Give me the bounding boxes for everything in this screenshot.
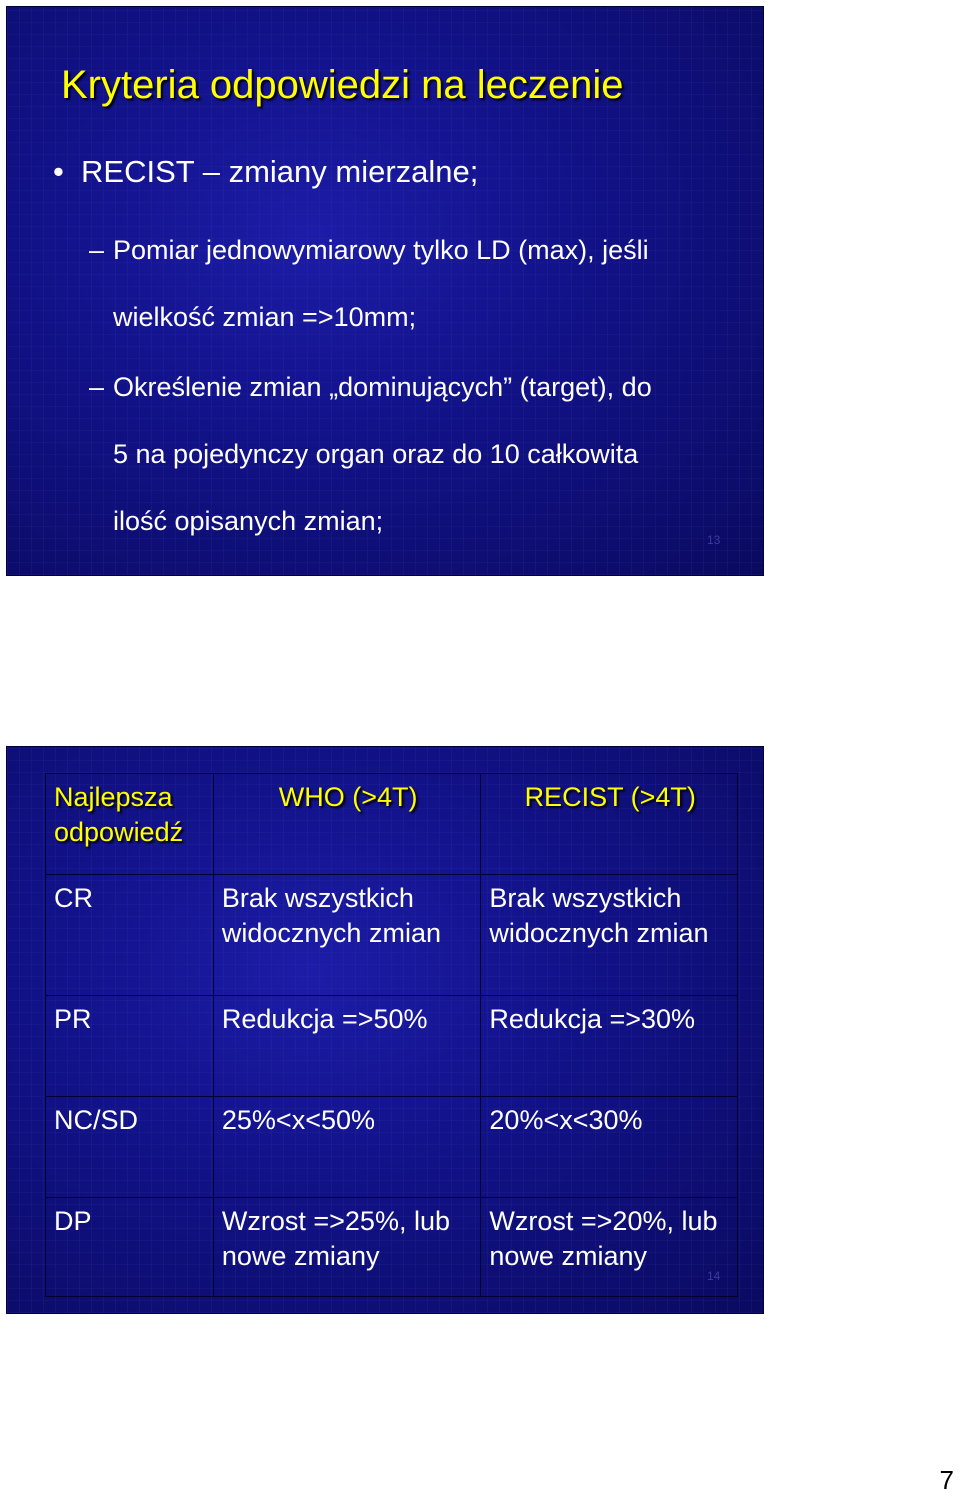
cell-recist: Brak wszystkich widocznych zmian [481, 875, 738, 996]
page-number: 7 [939, 1465, 954, 1495]
header-best-response: Najlepsza odpowiedź [46, 774, 214, 875]
bullet-dot: • [53, 154, 64, 189]
slide-title: Kryteria odpowiedzi na leczenie [61, 63, 624, 107]
slide-number: 14 [707, 1269, 721, 1283]
sub-bullet-line: Pomiar jednowymiarowy tylko LD (max), jeśli [113, 235, 649, 265]
bullet-text: RECIST – zmiany mierzalne; [81, 154, 479, 189]
sub-bullet-2 [89, 354, 652, 555]
cell-who: Brak wszystkich widocznych zmian [213, 875, 481, 996]
table-row [46, 1097, 738, 1198]
sub-bullet-dash: – [89, 372, 105, 402]
cell-who: Wzrost =>25%, lub nowe zmiany [213, 1198, 481, 1297]
table-header-row [46, 774, 738, 875]
cell-response: NC/SD [46, 1097, 214, 1198]
sub-bullet-1 [89, 217, 649, 351]
sub-bullet-line: Określenie zmian „dominujących” (target), do [113, 372, 652, 402]
sub-bullet-line: wielkość zmian =>10mm; [113, 302, 417, 332]
cell-who: 25%<x<50% [213, 1097, 481, 1198]
slide-2 [6, 746, 764, 1314]
cell-response: PR [46, 996, 214, 1097]
header-who: WHO (>4T) [213, 774, 481, 875]
bullet-recist [53, 152, 478, 192]
slide-1 [6, 6, 764, 576]
table-row [46, 1198, 738, 1297]
cell-recist: 20%<x<30% [481, 1097, 738, 1198]
cell-who: Redukcja =>50% [213, 996, 481, 1097]
table-row [46, 996, 738, 1097]
cell-recist: Wzrost =>20%, lub nowe zmiany [481, 1198, 738, 1297]
cell-response: CR [46, 875, 214, 996]
sub-bullet-line: 5 na pojedynczy organ oraz do 10 całkowita [113, 439, 639, 469]
cell-recist: Redukcja =>30% [481, 996, 738, 1097]
table-row [46, 875, 738, 996]
slide-number: 13 [707, 533, 721, 547]
response-criteria-table [45, 773, 738, 1297]
cell-response: DP [46, 1198, 214, 1297]
header-recist: RECIST (>4T) [481, 774, 738, 875]
sub-bullet-dash: – [89, 235, 105, 265]
sub-bullet-line: ilość opisanych zmian; [113, 506, 384, 536]
